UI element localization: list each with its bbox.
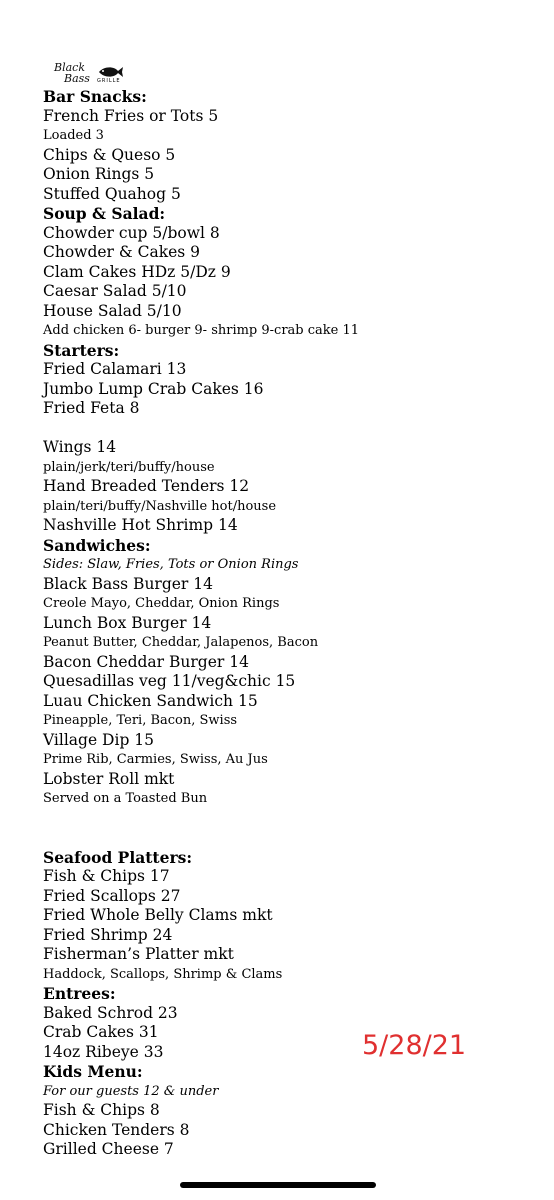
menu-item: House Salad 5/10 — [43, 301, 182, 320]
menu-item: Crab Cakes 31 — [43, 1023, 159, 1041]
menu-item: Fisherman’s Platter mkt — [43, 945, 234, 963]
menu-item: Hand Breaded Tenders 12 — [43, 477, 250, 495]
menu-item: 14oz Ribeye 33 — [43, 1042, 164, 1061]
menu-item: Chowder & Cakes 9 — [43, 243, 201, 261]
menu-item: Lobster Roll mkt — [43, 769, 175, 788]
menu-item: Jumbo Lump Crab Cakes 16 — [43, 379, 264, 398]
item-description: Loaded 3 — [43, 128, 104, 143]
section-heading: Sandwiches: — [43, 535, 151, 555]
spacer — [43, 419, 513, 439]
menu-item: Fish & Chips 8 — [43, 1101, 160, 1119]
logo-line-2: Bass — [64, 72, 90, 85]
black-bass-grille-logo — [50, 60, 126, 90]
logo-line-3: GRILLE — [97, 78, 121, 84]
logo-line-1: Black — [54, 61, 85, 74]
item-description: plain/teri/buffy/Nashville hot/house — [43, 498, 277, 514]
menu-item: Chowder cup 5/bowl 8 — [43, 223, 220, 242]
item-description: Creole Mayo, Cheddar, Onion Rings — [43, 596, 280, 611]
spacer — [43, 809, 513, 829]
menu-item: Quesadillas veg 11/veg&chic 15 — [43, 672, 296, 690]
item-description: Served on a Toasted Bun — [43, 791, 208, 806]
section-heading: Bar Snacks: — [43, 87, 147, 106]
section-heading: Soup & Salad: — [43, 204, 166, 223]
home-indicator[interactable] — [180, 1182, 376, 1188]
item-description: Haddock, Scallops, Shrimp & Clams — [43, 966, 283, 982]
menu-item: Wings 14 — [43, 438, 117, 456]
fish-icon — [98, 66, 124, 78]
menu-item: Chips & Queso 5 — [43, 145, 176, 164]
menu-item: Bacon Cheddar Burger 14 — [43, 652, 249, 671]
menu-list — [43, 87, 513, 1160]
section-note: For our guests 12 & under — [43, 1083, 219, 1099]
menu-item: Clam Cakes HDz 5/Dz 9 — [43, 262, 231, 281]
item-description: Add chicken 6- burger 9- shrimp 9-crab cake 11 — [43, 323, 360, 338]
section-heading: Seafood Platters: — [43, 847, 193, 867]
item-description: Pineapple, Teri, Bacon, Swiss — [43, 713, 238, 728]
item-description: plain/jerk/teri/buffy/house — [43, 459, 215, 475]
section-heading: Entrees: — [43, 984, 116, 1003]
menu-item: French Fries or Tots 5 — [43, 106, 219, 125]
spacer — [43, 828, 513, 848]
menu-item: Fish & Chips 17 — [43, 867, 170, 885]
menu-item: Caesar Salad 5/10 — [43, 282, 187, 300]
menu-item: Stuffed Quahog 5 — [43, 184, 181, 203]
menu-item: Fried Shrimp 24 — [43, 925, 173, 944]
section-heading: Starters: — [43, 340, 120, 360]
menu-item: Fried Feta 8 — [43, 399, 140, 417]
menu-item: Fried Scallops 27 — [43, 886, 181, 905]
menu-item: Luau Chicken Sandwich 15 — [43, 691, 258, 710]
item-description: Peanut Butter, Cheddar, Jalapenos, Bacon — [43, 635, 319, 650]
menu-item: Black Bass Burger 14 — [43, 574, 213, 593]
menu-item: Lunch Box Burger 14 — [43, 613, 212, 632]
item-description: Prime Rib, Carmies, Swiss, Au Jus — [43, 752, 268, 767]
menu-item: Baked Schrod 23 — [43, 1003, 178, 1022]
date-stamp: 5/28/21 — [362, 1030, 467, 1061]
menu-item: Fried Calamari 13 — [43, 360, 187, 378]
menu-item: Village Dip 15 — [43, 730, 155, 749]
section-heading: Kids Menu: — [43, 1062, 143, 1081]
section-note: Sides: Slaw, Fries, Tots or Onion Rings — [43, 557, 299, 572]
menu-item: Fried Whole Belly Clams mkt — [43, 906, 273, 924]
menu-item: Grilled Cheese 7 — [43, 1140, 174, 1158]
menu-item: Onion Rings 5 — [43, 165, 155, 183]
menu-item: Chicken Tenders 8 — [43, 1120, 190, 1139]
menu-item: Nashville Hot Shrimp 14 — [43, 516, 238, 534]
